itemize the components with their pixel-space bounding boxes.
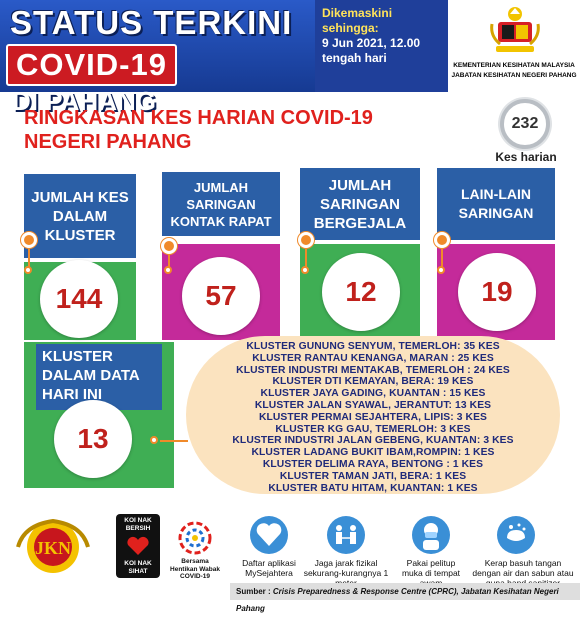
pin-icon xyxy=(298,232,314,248)
state-name: DI PAHANG xyxy=(12,86,156,116)
card-symptomatic-label: JUMLAH SARINGAN BERGEJALA xyxy=(300,168,420,240)
tip-distance: Jaga jarak fizikal sekurang-kurangnya 1 xyxy=(303,558,389,578)
tip-mask: Pakai pelitup muka di tempat xyxy=(401,558,461,578)
daily-cases-badge: 232 xyxy=(500,99,550,149)
cluster-item: KLUSTER TAMAN JATI, BERA: 1 KES xyxy=(279,470,467,482)
ministry-logo: KEMENTERIAN KESIHATAN MALAYSIA JABATAN KESIHATAN NEGERI PAHANG xyxy=(448,0,580,92)
crest-icon xyxy=(488,4,542,56)
header-title: STATUS TERKINI xyxy=(10,4,293,41)
cluster-item: KLUSTER RANTAU KENANGA, MARAN : 25 KES xyxy=(252,352,494,364)
cluster-item: KLUSTER DELIMA RAYA, BENTONG : 1 KES xyxy=(262,458,484,470)
cluster-item: KLUSTER KG GAU, TEMERLOH: 3 KES xyxy=(275,423,471,435)
card-other-screening-value: 19 xyxy=(458,253,536,331)
cluster-item: KLUSTER INDUSTRI JALAN GEBENG, KUANTAN: 3 KES xyxy=(232,435,514,447)
bersama-logo-text: Bersama Hentikan Wabak COVID-19 xyxy=(170,558,220,580)
pin-dot-icon xyxy=(301,266,309,274)
koi-logo: KOI NAK BERSIH KOI NAK SIHAT xyxy=(116,514,160,578)
distance-icon xyxy=(327,516,365,554)
pin-icon xyxy=(434,232,450,248)
pin-dot-icon xyxy=(150,436,158,444)
cluster-count-value: 13 xyxy=(54,400,132,478)
daily-cases-label: Kes harian xyxy=(495,150,557,164)
cluster-item: KLUSTER INDUSTRI MENTAKAB, TEMERLOH : 24 KES xyxy=(236,364,510,376)
tip-handwash: Kerap basuh tangan dengan air dan sabun atau xyxy=(472,558,574,578)
mysejahtera-icon xyxy=(250,516,288,554)
cluster-list xyxy=(200,341,546,494)
card-close-contact-value: 57 xyxy=(182,257,260,335)
bersama-logo-icon xyxy=(174,520,216,556)
covid-badge: COVID-19 xyxy=(6,44,177,86)
pin-icon xyxy=(21,232,37,248)
cluster-item: KLUSTER GUNUNG SENYUM, TEMERLOH: 35 KES xyxy=(246,341,500,352)
card-cluster-cases-label: JUMLAH KES DALAM KLUSTER xyxy=(24,174,136,258)
jkn-logo-text: JKN xyxy=(35,538,71,558)
updated-timestamp: Dikemaskini sehingga: 9 Jun 2021, 12.00 tengah hari xyxy=(322,6,421,65)
card-other-screening-label: LAIN-LAIN SARINGAN xyxy=(437,168,555,240)
cluster-item: KLUSTER JALAN SYAWAL, JERANTUT: 13 KES xyxy=(254,399,492,411)
cluster-item: KLUSTER LADANG BUKIT IBAM,ROMPIN: 1 KES xyxy=(251,447,495,459)
mask-icon xyxy=(412,516,450,554)
cluster-item: KLUSTER JAYA GADING, KUANTAN : 15 KES xyxy=(260,388,486,400)
tip-mysejahtera: Daftar aplikasi MySejahtera xyxy=(242,558,296,578)
cluster-heading: KLUSTER DALAM DATA HARI INI xyxy=(36,344,162,410)
cluster-item: KLUSTER PERMAI SEJAHTERA, LIPIS: 3 KES xyxy=(258,411,488,423)
pin-dot-icon xyxy=(24,266,32,274)
source-note: Sumber : Crisis Preparedness & Response Centre (CPRC), Jabatan Kesihatan Negeri Pahang xyxy=(230,583,580,600)
jkn-logo-icon xyxy=(14,516,92,578)
header-title-area xyxy=(0,0,315,116)
card-close-contact-label: JUMLAH SARINGAN KONTAK RAPAT xyxy=(162,172,280,236)
header-banner xyxy=(0,0,580,116)
header-subtitle xyxy=(6,44,315,116)
pin-dot-icon xyxy=(164,266,172,274)
pin-dot-icon xyxy=(437,266,445,274)
cluster-item: KLUSTER DTI KEMAYAN, BERA: 19 KES xyxy=(272,376,474,388)
connector-line xyxy=(160,440,188,442)
summary-title: RINGKASAN KES HARIAN COVID-19 NEGERI PAHANG xyxy=(24,107,373,153)
cluster-list-panel xyxy=(186,336,560,494)
cluster-item: KLUSTER BATU HITAM, KUANTAN: 1 KES xyxy=(268,482,478,494)
card-symptomatic-value: 12 xyxy=(322,253,400,331)
handwash-icon xyxy=(497,516,535,554)
heart-icon xyxy=(126,536,150,556)
card-cluster-cases-value: 144 xyxy=(40,260,118,338)
pin-icon xyxy=(161,238,177,254)
